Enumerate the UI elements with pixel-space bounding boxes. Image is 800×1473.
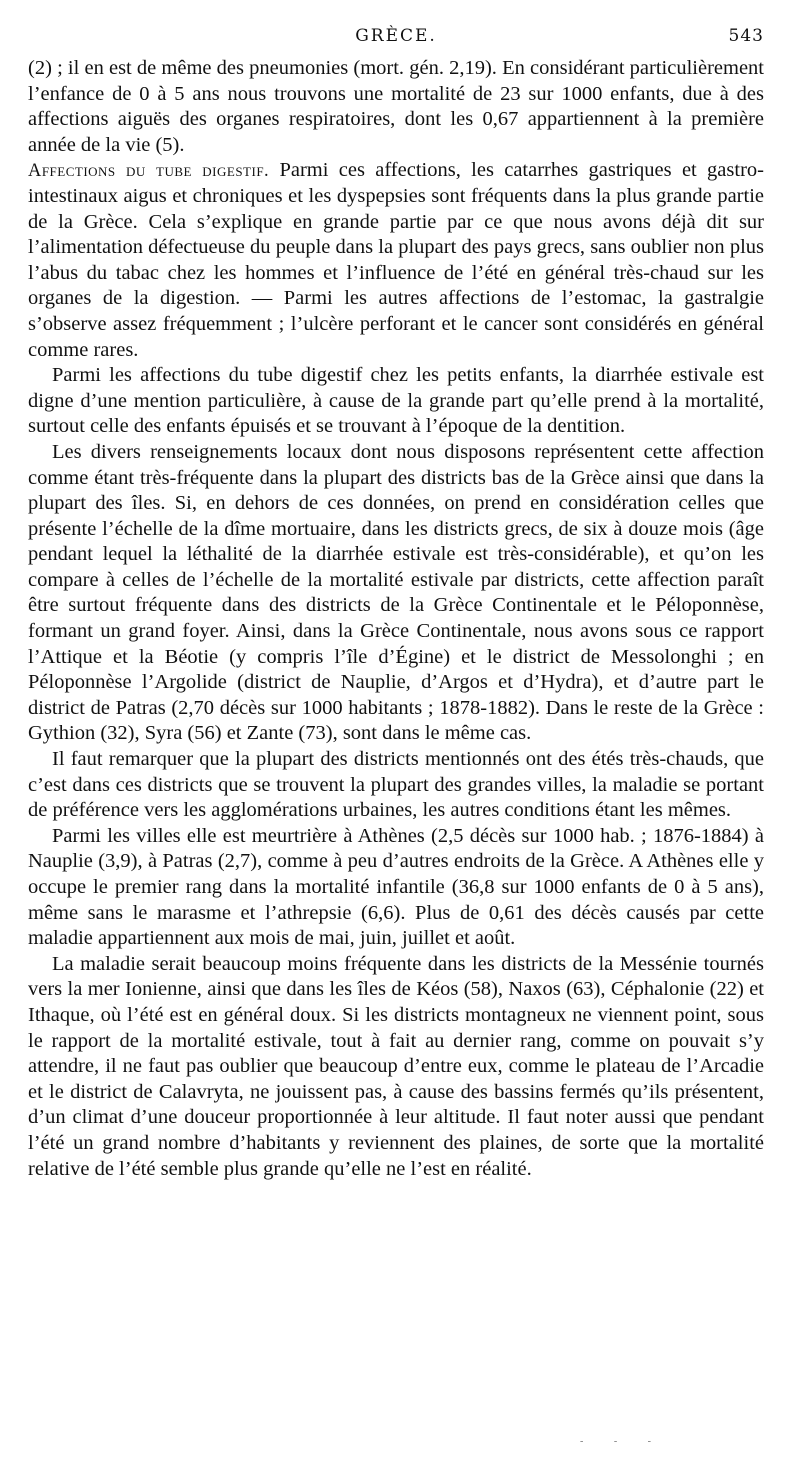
page-number: 543 (728, 26, 764, 46)
paragraph-7 (28, 952, 764, 1182)
paragraph-2 (28, 158, 764, 363)
running-header (28, 26, 764, 56)
paragraph-text: Parmi ces affections, les catarrhes gastriques et gastro-intestinaux aigus et chroniques et les dyspepsies sont fréquents dans la plus grande partie de la Grèce. Cela s’explique en grande partie par ce que nous avons déjà dit sur l’alimentation défectueuse du peuple dans la plupart des pays grecs, sans oublier non plus l’abus du tabac chez les hommes et l’influence de l’été en général très-chaud sur les organes de la digestion. — Parmi les autres affections de l’estomac, la gastralgie s’observe assez fréquemment ; l’ulcère perforant et le cancer sont considérés en général comme rares. (28, 159, 764, 361)
paragraph-1 (28, 56, 764, 158)
paragraph-text: Parmi les villes elle est meurtrière à Athènes (2,5 décès sur 1000 hab. ; 1876-1884) à Nauplie (3,9), à Patras (2,7), comme à peu d’autres endroits de la Grèce. A Athènes elle y occupe le premier rang dans la mortalité infantile (36,8 sur 1000 enfants de 0 à 5 ans), même sans le marasme et l’athrepsie (6,6). Plus de 0,61 des décès causés par cette maladie appartiennent aux mois de mai, juin, juillet et août. (28, 824, 764, 950)
paragraph-6 (28, 824, 764, 952)
paragraph-text: Les divers renseignements locaux dont nous disposons représentent cette affection comme étant très-fréquente dans la plupart des districts bas de la Grèce ainsi que dans la plupart des îles. Si, en dehors de ces données, on prend en considération celles que présente l’échelle de la dîme mortuaire, dans les districts grecs, de six à douze mois (âge pendant lequel la léthalité de la diarrhée estivale est très-considérable), et qu’on les compare à celles de l’échelle de la mortalité estivale par districts, cette affection paraît être surtout fréquente dans des districts de la Grèce Continentale et le Péloponnèse, formant un grand foyer. Ainsi, dans la Grèce Continentale, nous avons sous ce rapport l’Attique et la Béotie (y compris l’île d’Égine) et le district de Messolonghi ; en Péloponnèse l’Argolide (district de Nauplie, d’Argos et d’Hydra), et d’autre part le district de Patras (2,70 décès sur 1000 habitants ; 1878-1882). Dans le reste de la Grèce : Gythion (32), Syra (56) et Zante (73), sont dans le même cas. (28, 440, 764, 745)
document-page (28, 26, 764, 1182)
body-text (28, 56, 764, 1182)
paragraph-text: Parmi les affections du tube digestif chez les petits enfants, la diarrhée estivale est digne d’une mention particulière, à cause de la grande part qu’elle prend à la mortalité, surtout celle des enfants épuisés et se trouvant à l’époque de la dentition. (28, 364, 764, 438)
paragraph-4 (28, 440, 764, 747)
scan-marks: - - - (580, 1436, 665, 1447)
paragraph-text: (2) ; il en est de même des pneumonies (mort. gén. 2,19). En considérant particulièrement l’enfance de 0 à 5 ans nous trouvons une mortalité de 23 sur 1000 enfants, due à des affections aiguës des organes respiratoires, dont les 0,67 appartiennent à la première année de la vie (5). (28, 57, 764, 156)
paragraph-5 (28, 747, 764, 824)
section-heading: Affections du tube digestif. (28, 160, 270, 181)
paragraph-text: Il faut remarquer que la plupart des districts mentionnés ont des étés très-chauds, que c’est dans ces districts que se trouvent la plupart des grandes villes, la maladie se portant de préférence vers les agglomérations urbaines, les autres conditions étant les mêmes. (28, 748, 764, 822)
paragraph-text: La maladie serait beaucoup moins fréquente dans les districts de la Messénie tournés vers la mer Ionienne, ainsi que dans les îles de Kéos (58), Naxos (63), Céphalonie (22) et Ithaque, où l’été est en général doux. Si les districts montagneux ne viennent point, sous le rapport de la mortalité estivale, tout à fait au dernier rang, comme on pouvait s’y attendre, il ne faut pas oublier que beaucoup d’entre eux, comme le plateau de l’Arcadie et le district de Calavryta, ne jouissent pas, à cause des bassins fermés qu’ils présentent, d’un climat d’une douceur proportionnée à leur altitude. Il faut noter aussi que pendant l’été un grand nombre d’habitants y reviennent des plaines, de sorte que la mortalité relative de l’été semble plus grande qu’elle ne l’est en réalité. (28, 952, 764, 1180)
paragraph-3 (28, 363, 764, 440)
running-title: GRÈCE. (355, 26, 437, 46)
